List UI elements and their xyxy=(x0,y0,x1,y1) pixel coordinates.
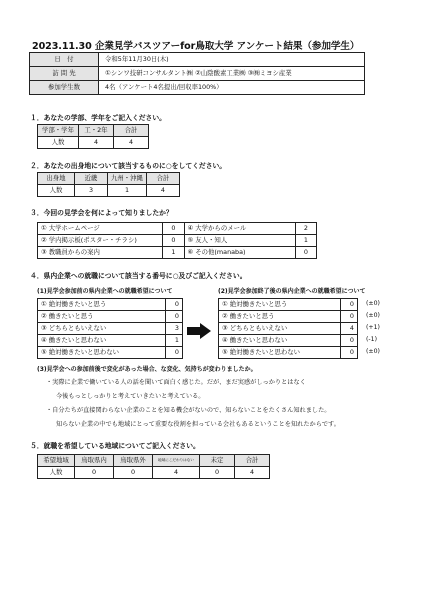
q4-before-label: ④ 働きたいと思わない xyxy=(38,335,166,347)
q3-option-label: ⑥ その他(manaba) xyxy=(184,247,295,259)
q3-option-label: ① 大学ホームページ xyxy=(38,223,163,235)
q2-cell: 1 xyxy=(108,185,147,197)
q4-after-label: ② 働きたいと思う xyxy=(219,311,341,323)
page-title: 2023.11.30 企業見学バスツアーfor鳥取大学 アンケート結果（参加学生） xyxy=(32,41,360,52)
q4-after-value: 0 xyxy=(341,311,358,323)
q5-header: 未定 xyxy=(200,455,235,467)
q3-row xyxy=(38,235,317,247)
info-label: 日 付 xyxy=(30,53,99,67)
q4-diff: (±0) xyxy=(366,312,380,319)
comment-line: 今後もっとしっかりと考えていきたいと考えている。 xyxy=(56,393,205,400)
q1-cell: 4 xyxy=(114,137,149,149)
info-table xyxy=(29,52,365,95)
q3-row xyxy=(38,223,317,235)
q3-option-value: 0 xyxy=(295,247,316,259)
q4-diff: (+1) xyxy=(366,324,380,331)
q1-header: 合計 xyxy=(114,125,149,137)
q4-before-label: ③ どちらともいえない xyxy=(38,323,166,335)
q4-before-value: 0 xyxy=(166,347,183,359)
q2-header: 合計 xyxy=(146,173,179,185)
q4-after-value: 0 xyxy=(341,299,358,311)
q4-before-value: 0 xyxy=(166,299,183,311)
q1-header: 学部・学年 xyxy=(38,125,79,137)
question-2: ２．あなたの出身地について該当するものに○をしてください。 xyxy=(30,162,227,170)
info-value: 4名（アンケート4名提出/回収率100%） xyxy=(99,81,365,95)
comment-line: ・自分たちが直接関わらない企業のことを知る機会がないので、知らないことをたくさん知れました。 xyxy=(46,407,331,414)
info-label: 訪 問 先 xyxy=(30,67,99,81)
q3-row xyxy=(38,247,317,259)
info-value: 令和5年11月30日(木) xyxy=(99,53,365,67)
q1-cell: 人数 xyxy=(38,137,79,149)
q3-option-value: 1 xyxy=(295,235,316,247)
q4-before-value: 0 xyxy=(166,311,183,323)
info-row-participants xyxy=(30,81,365,95)
q2-cell: 4 xyxy=(146,185,179,197)
question-5: ５．就職を希望している地域についてご記入ください。 xyxy=(30,442,200,450)
q4-before-label: ⑤ 絶対働きたいと思わない xyxy=(38,347,166,359)
q3-option-label: ⑤ 友人・知人 xyxy=(184,235,295,247)
q4-before-title: (1)見学会参加前の県内企業への就職希望について xyxy=(37,288,173,295)
comment-line: 知らない企業の中でも地域にとって重要な役割を担っている会社もあるということを知れたからです。 xyxy=(56,421,340,428)
q4-diff: (±0) xyxy=(366,300,380,307)
q4-after-label: ⑤ 絶対働きたいと思わない xyxy=(219,347,341,359)
q2-table xyxy=(37,172,180,197)
question-3: ３．今回の見学会を何によって知りましたか？ xyxy=(30,209,173,217)
q5-cell: 人数 xyxy=(38,467,75,479)
q4-after-label: ④ 働きたいと思わない xyxy=(219,335,341,347)
q5-header: 希望地域 xyxy=(38,455,75,467)
q4-after-label: ③ どちらともいえない xyxy=(219,323,341,335)
q3-option-value: 0 xyxy=(163,223,184,235)
q4-before-table xyxy=(37,298,183,359)
q3-table xyxy=(37,222,317,259)
q3-option-value: 1 xyxy=(163,247,184,259)
q3-option-value: 2 xyxy=(295,223,316,235)
q4-after-title: (2)見学会参加終了後の県内企業への就職希望について xyxy=(218,288,366,295)
q1-header: 工・2年 xyxy=(79,125,114,137)
q2-cell: 人数 xyxy=(38,185,75,197)
q4-before-label: ① 絶対働きたいと思う xyxy=(38,299,166,311)
q5-cell: 4 xyxy=(235,467,270,479)
question-4: ４．県内企業への就職について該当する番号に○及びご記入ください。 xyxy=(30,272,247,280)
q3-option-value: 0 xyxy=(163,235,184,247)
q5-header: 地域にこだわりはない xyxy=(153,455,200,467)
q5-header: 合計 xyxy=(235,455,270,467)
q5-cell: 0 xyxy=(200,467,235,479)
question-1: １．あなたの学部、学年をご記入ください。 xyxy=(30,114,166,122)
q3-option-label: ④ 大学からのメール xyxy=(184,223,295,235)
q5-header: 鳥取県内 xyxy=(75,455,114,467)
q5-header: 鳥取県外 xyxy=(114,455,153,467)
q4-before-value: 1 xyxy=(166,335,183,347)
q3-option-label: ③ 教職員からの案内 xyxy=(38,247,163,259)
q4-before-label: ② 働きたいと思う xyxy=(38,311,166,323)
q5-cell: 0 xyxy=(114,467,153,479)
info-row-destination xyxy=(30,67,365,81)
q2-header: 九州・沖縄 xyxy=(108,173,147,185)
q4-after-value: 0 xyxy=(341,335,358,347)
q4-after-label: ① 絶対働きたいと思う xyxy=(219,299,341,311)
info-row-date xyxy=(30,53,365,67)
q5-cell: 0 xyxy=(75,467,114,479)
arrow-right-icon xyxy=(187,323,211,339)
q4-after-table xyxy=(218,298,358,359)
q5-cell: 4 xyxy=(153,467,200,479)
q5-table xyxy=(37,454,270,479)
q4-diff: (±0) xyxy=(366,348,380,355)
comment-line: ・実際に企業で働いている人の話を聞いて面白く感じた。だが、まだ実感がしっかりとはなく xyxy=(46,379,306,386)
q1-table xyxy=(37,124,149,149)
q4-after-value: 4 xyxy=(341,323,358,335)
q4-after-value: 0 xyxy=(341,347,358,359)
q4-before-value: 3 xyxy=(166,323,183,335)
q2-cell: 3 xyxy=(75,185,108,197)
q2-header: 出身地 xyxy=(38,173,75,185)
q4-3-title: (3)見学会への参加前後で変化があった場合、な変化、気持ちが変わりましたか。 xyxy=(37,366,257,373)
info-value: ①シンワ技研コンサルタント㈱ ②山陰酸素工業㈱ ③㈱ミヨシ産業 xyxy=(99,67,365,81)
q3-option-label: ② 学内掲示板(ポスター・チラシ) xyxy=(38,235,163,247)
q2-header: 近畿 xyxy=(75,173,108,185)
q1-cell: 4 xyxy=(79,137,114,149)
info-label: 参加学生数 xyxy=(30,81,99,95)
q4-diff: (-1) xyxy=(366,336,377,343)
